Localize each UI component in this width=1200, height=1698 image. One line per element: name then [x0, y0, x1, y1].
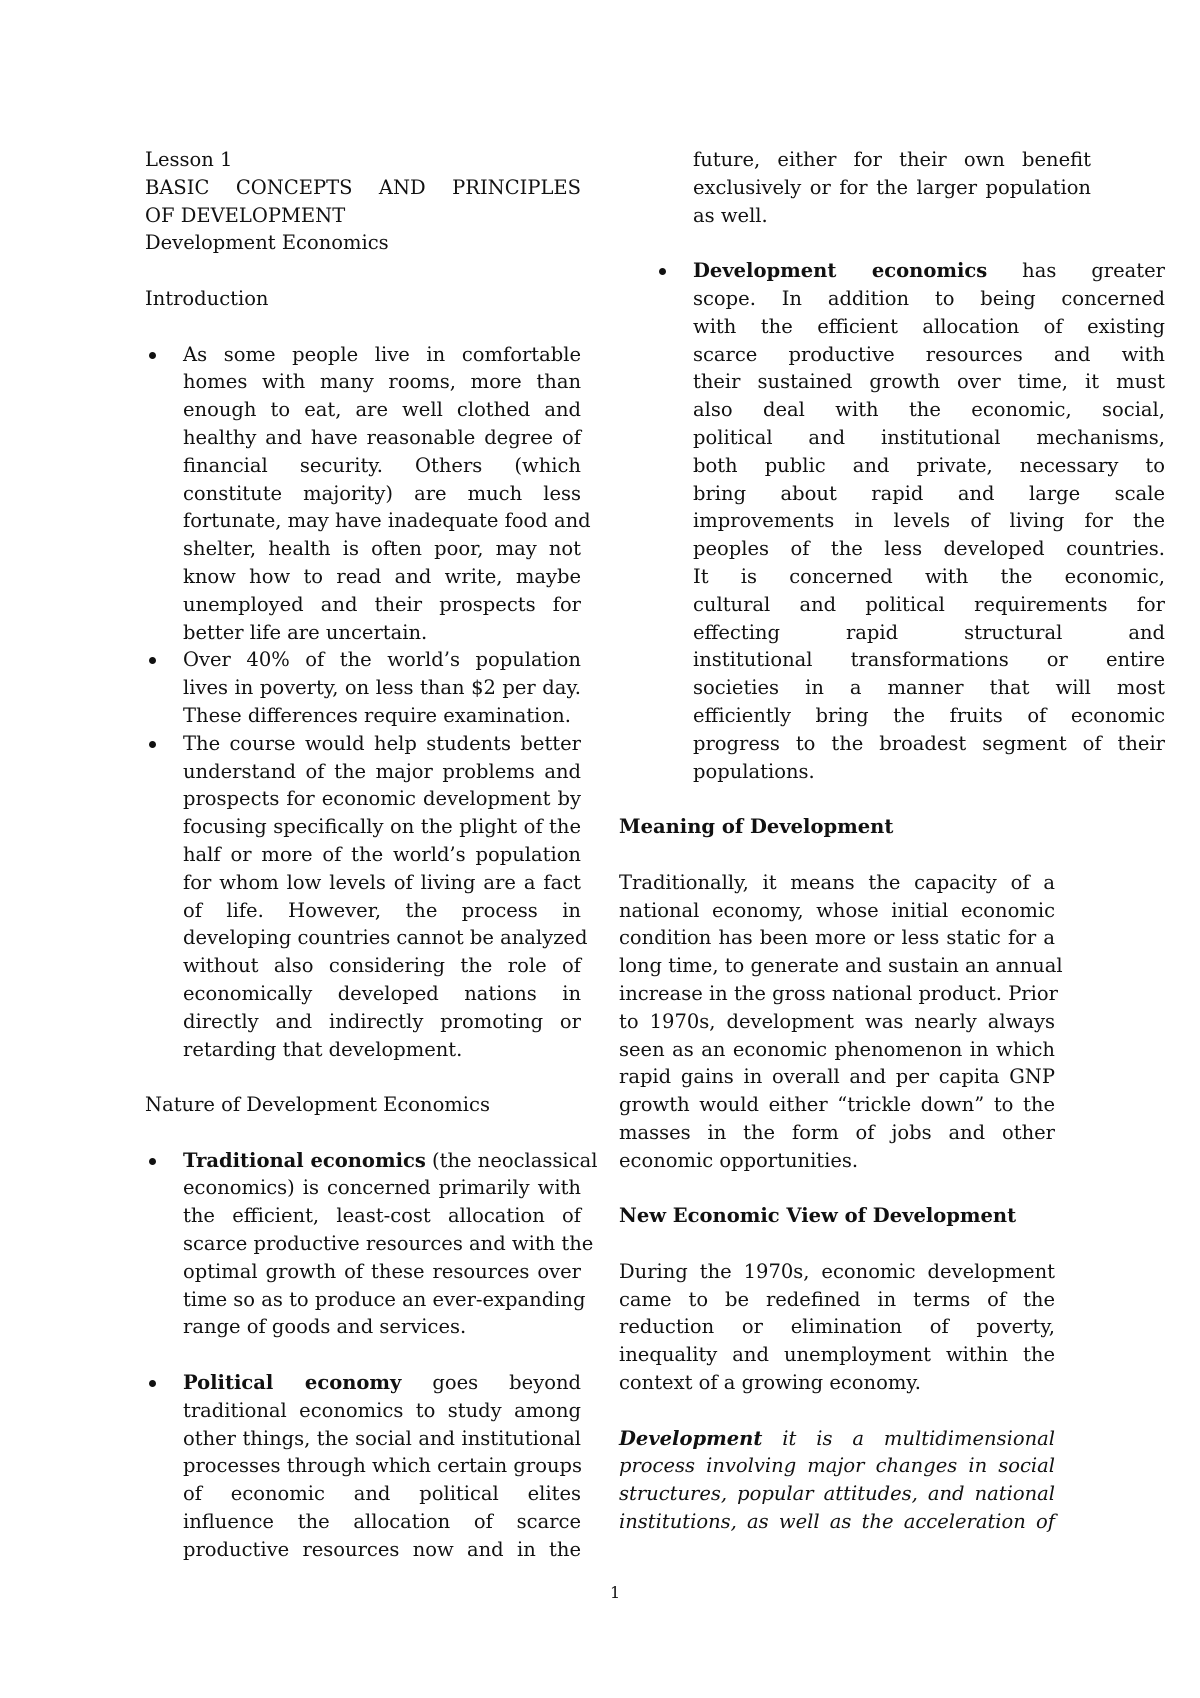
list-item-line: healthy and have reasonable degree of	[183, 425, 581, 449]
political-economy-term: Political economy	[183, 1371, 402, 1395]
list-item-line: The course would help students better	[183, 731, 581, 755]
introduction-heading: Introduction	[145, 286, 269, 310]
list-item-line: also deal with the economic, social,	[693, 398, 1165, 422]
list-item-line: their sustained growth over time, it must	[693, 370, 1165, 394]
list-item-line: exclusively or for the larger population	[693, 175, 1091, 199]
paragraph-line: inequality and unemployment within the	[619, 1343, 1055, 1367]
list-item-line: time so as to produce an ever-expanding	[183, 1287, 586, 1311]
development-economics-item	[619, 257, 1165, 785]
bullet-icon	[149, 741, 156, 748]
bullet-icon	[149, 1380, 156, 1387]
list-item-line: Over 40% of the world’s population	[183, 648, 581, 672]
list-item-line: It is concerned with the economic,	[693, 564, 1165, 588]
list-item-line: optimal growth of these resources over	[183, 1259, 581, 1283]
title-line-2: OF DEVELOPMENT	[145, 203, 346, 227]
list-item-line: with the efficient allocation of existing	[693, 314, 1165, 338]
list-item-line: retarding that development.	[183, 1037, 463, 1061]
list-item-line: As some people live in comfortable	[183, 342, 581, 366]
traditional-economics-lines	[183, 1174, 594, 1341]
list-item-line: productive resources now and in the	[183, 1537, 581, 1561]
list-item-line: understand of the major problems and	[183, 759, 581, 783]
page-number: 1	[610, 1583, 621, 1602]
list-item-line: of economic and political elites	[183, 1482, 581, 1506]
political-economy-lines	[183, 1397, 581, 1564]
bullet-icon	[149, 657, 156, 664]
list-item-line: political and institutional mechanisms,	[693, 425, 1165, 449]
introduction-item	[145, 730, 588, 1064]
list-item-line: both public and private, necessary to	[693, 453, 1165, 477]
lesson-label: Lesson 1	[145, 148, 233, 171]
list-item-line: directly and indirectly promoting or	[183, 1009, 581, 1033]
list-item-line: know how to read and write, maybe	[183, 564, 581, 588]
list-item-line: prospects for economic development by	[183, 787, 581, 811]
paragraph-line: masses in the form of jobs and other	[619, 1120, 1055, 1144]
paragraph-line: increase in the gross national product. Prior	[619, 981, 1058, 1005]
traditional-economics-term: Traditional economics	[183, 1148, 426, 1172]
list-item-line: efficiently bring the fruits of economic	[693, 703, 1165, 727]
meaning-paragraph	[619, 869, 1063, 1175]
list-item-line: Development economics has greater	[693, 259, 1165, 283]
paragraph-line: growth would either “trickle down” to the	[619, 1093, 1055, 1117]
definition-line: institutions, as well as the acceleration of	[619, 1510, 1055, 1534]
development-economics-lines	[693, 285, 1165, 785]
definition-term: Development	[619, 1426, 763, 1450]
introduction-bullets	[145, 341, 591, 1064]
paragraph-line: seen as an economic phenomenon in which	[619, 1037, 1055, 1061]
list-item-line: as well.	[693, 203, 768, 227]
list-item-line: better life are uncertain.	[183, 620, 428, 644]
list-item-line: range of goods and services.	[183, 1315, 467, 1339]
list-item-line: scarce productive resources and with	[693, 342, 1165, 366]
left-column	[145, 146, 598, 1564]
subtitle: Development Economics	[145, 231, 389, 255]
right-sections	[619, 785, 1063, 1536]
political-economy-continuation	[655, 146, 1091, 229]
list-item-line: enough to eat, are well clothed and	[183, 398, 581, 422]
nature-heading: Nature of Development Economics	[145, 1093, 490, 1117]
list-item-line: of life. However, the process in	[183, 898, 581, 922]
list-item-line: institutional transformations or entire	[693, 648, 1165, 672]
list-item-line: These differences require examination.	[183, 703, 571, 727]
list-item-line: economically developed nations in	[183, 981, 581, 1005]
paragraph-line: long time, to generate and sustain an annual	[619, 954, 1063, 978]
list-item-line: cultural and political requirements for	[693, 592, 1165, 616]
list-item-line: focusing specifically on the plight of the	[183, 815, 581, 839]
list-item-line: fortunate, may have inadequate food and	[183, 509, 591, 533]
paragraph-line: to 1970s, development was nearly always	[619, 1009, 1055, 1033]
list-item-line: financial security. Others (which	[183, 453, 581, 477]
paragraph-line: context of a growing economy.	[619, 1371, 921, 1395]
paragraph-line: condition has been more or less static for a	[619, 926, 1055, 950]
bullet-icon	[659, 268, 666, 275]
paragraph-line: Traditionally, it means the capacity of a	[619, 870, 1055, 894]
definition-paragraph	[619, 1425, 1055, 1536]
list-item-line: lives in poverty, on less than $2 per day.	[183, 676, 581, 700]
list-item-line: other things, the social and institutional	[183, 1426, 581, 1450]
definition-line: process involving major changes in social	[619, 1454, 1055, 1478]
new-view-paragraph	[619, 1258, 1055, 1397]
bullet-icon	[149, 1158, 156, 1165]
list-item-line: half or more of the world’s population	[183, 842, 581, 866]
list-item-line: developing countries cannot be analyzed	[183, 926, 588, 950]
new-view-heading: New Economic View of Development	[619, 1204, 1017, 1228]
list-item-line: populations.	[693, 759, 815, 783]
list-item-line: future, either for their own benefit	[693, 148, 1091, 171]
list-item-line: without also considering the role of	[183, 954, 581, 978]
title-line-1: BASIC CONCEPTS AND PRINCIPLES	[145, 175, 581, 199]
list-item-line: traditional economics to study among	[183, 1398, 581, 1422]
list-item-line: scarce productive resources and with the	[183, 1232, 594, 1256]
list-item-line: progress to the broadest segment of their	[693, 731, 1165, 755]
list-item-line: economics) is concerned primarily with	[183, 1176, 581, 1200]
list-item-line: homes with many rooms, more than	[183, 370, 581, 394]
list-item-line: Traditional economics (the neoclassical	[183, 1148, 598, 1172]
list-item-line: societies in a manner that will most	[693, 676, 1165, 700]
list-item-line: for whom low levels of living are a fact	[183, 870, 581, 894]
list-item-line: the efficient, least-cost allocation of	[183, 1204, 581, 1228]
definition-line: Development it is a multidimensional	[619, 1426, 1055, 1450]
list-item-line: effecting rapid structural and	[693, 620, 1165, 644]
bullet-icon	[149, 352, 156, 359]
paragraph-line: came to be redefined in terms of the	[619, 1287, 1055, 1311]
list-item-line: bring about rapid and large scale	[693, 481, 1165, 505]
list-item-line: shelter, health is often poor, may not	[183, 537, 581, 561]
introduction-item	[145, 341, 591, 647]
right-column	[619, 146, 1165, 1536]
paragraph-line: During the 1970s, economic development	[619, 1259, 1055, 1283]
introduction-item	[145, 646, 581, 729]
paragraph-line: rapid gains in overall and per capita GNP	[619, 1065, 1055, 1089]
list-item-line: improvements in levels of living for the	[693, 509, 1165, 533]
list-item-line: processes through which certain groups	[183, 1454, 583, 1478]
list-item-line: influence the allocation of scarce	[183, 1510, 581, 1534]
definition-line: structures, popular attitudes, and national	[619, 1482, 1055, 1506]
political-economy-item	[145, 1369, 581, 1564]
list-item-line: Political economy goes beyond	[183, 1371, 581, 1395]
development-economics-term: Development economics	[693, 259, 988, 283]
paragraph-line: national economy, whose initial economic	[619, 898, 1055, 922]
paragraph-line: reduction or elimination of poverty,	[619, 1315, 1055, 1339]
list-item-line: unemployed and their prospects for	[183, 592, 581, 616]
paragraph-line: economic opportunities.	[619, 1148, 859, 1172]
meaning-heading: Meaning of Development	[619, 815, 894, 839]
list-item-line: constitute majority) are much less	[183, 481, 581, 505]
list-item-line: scope. In addition to being concerned	[693, 286, 1165, 310]
traditional-economics-item	[145, 1147, 598, 1342]
list-item-line: peoples of the less developed countries.	[693, 537, 1165, 561]
